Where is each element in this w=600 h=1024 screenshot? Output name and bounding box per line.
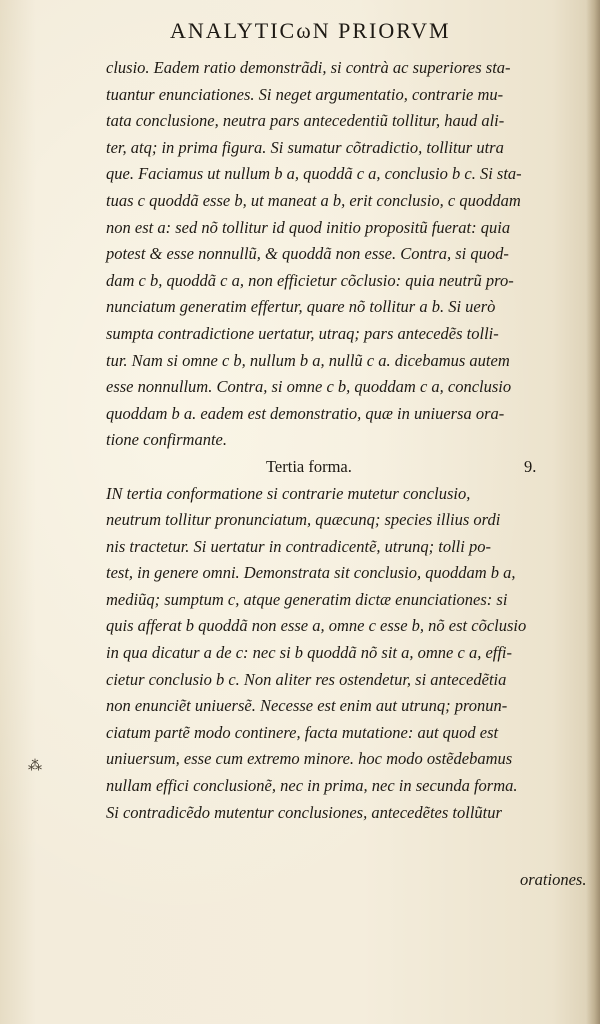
text-line: esse nonnullum. Contra, si omne c b, quoddam c a, conclusio	[106, 377, 512, 397]
section-heading	[106, 454, 584, 481]
text-line: Si contradicẽdo mutentur conclusiones, antecedẽtes tollũtur	[106, 802, 502, 822]
text-line: in qua dicatur a de c: nec si b quoddã nõ sit a, omne c a, effi-	[106, 643, 513, 663]
page-edge-shadow	[586, 0, 600, 1024]
section-title: Tertia forma.	[266, 456, 352, 476]
text-line: que. Faciamus ut nullum b a, quoddã c a, conclusio b c. Si sta-	[106, 164, 522, 184]
text-line: tur. Nam si omne c b, nullum b a, nullũ c a. dicebamus autem	[106, 350, 510, 370]
text-line: tuas c quoddã esse b, ut maneat a b, erit conclusio, c quoddam	[106, 190, 521, 210]
text-line: clusio. Eadem ratio demonstrãdi, si contrà ac superiores sta-	[106, 58, 511, 77]
text-line: non est a: sed nõ tollitur id quod initio propositũ fuerat: quia	[106, 217, 511, 237]
text-line: tata conclusione, neutra pars antecedentiũ tollitur, haud ali-	[106, 111, 505, 131]
text-line: IN tertia conformatione si contrarie mutetur conclusio,	[106, 483, 471, 503]
text-line: mediũq; sumptum c, atque generatim dictæ enunciationes: si	[106, 589, 508, 609]
text-line: ter, atq; in prima figura. Si sumatur cõtradictio, tollitur utra	[106, 137, 504, 157]
text-line: nunciatum generatim effertur, quare nõ tollitur a b. Si uerò	[106, 297, 496, 317]
text-line: non enunciẽt uniuersẽ. Necesse est enim aut utrunq; pronun-	[106, 696, 508, 716]
text-line: sumpta contradictione uertatur, utraq; pars antecedẽs tolli-	[106, 323, 499, 343]
text-line: nullam effici conclusionẽ, nec in prima, nec in secunda forma.	[106, 776, 518, 796]
text-line: test, in genere omni. Demonstrata sit conclusio, quoddam b a,	[106, 563, 516, 583]
text-line: ciatum partẽ modo continere, facta mutatione: aut quod est	[106, 722, 499, 742]
text-line: cietur conclusio b c. Non aliter res ostendetur, si antecedẽtia	[106, 669, 507, 689]
catchword: orationes.	[520, 870, 587, 889]
text-line: tione confirmante.	[106, 430, 227, 450]
text-line: nis tractetur. Si uertatur in contradicentẽ, utrunq; tolli po-	[106, 536, 491, 556]
text-line: potest & esse nonnullũ, & quoddã non esse. Contra, si quod-	[106, 244, 509, 264]
text-line: dam c b, quoddã c a, non efficietur cõclusio: quia neutrũ pro-	[106, 270, 514, 290]
text-line: neutrum tollitur pronunciatum, quæcunq; species illius ordi	[106, 510, 501, 530]
running-title: ANALYTICωN PRIORVM	[170, 18, 451, 43]
body-text	[106, 55, 584, 826]
text-line: uniuersum, esse cum extremo minore. hoc modo ostẽdebamus	[106, 749, 513, 769]
margin-mark: ⁂	[28, 758, 42, 774]
text-line: quoddam b a. eadem est demonstratio, quæ in uniuersa ora-	[106, 403, 505, 423]
section-number: 9.	[524, 456, 537, 476]
text-line: quis afferat b quoddã non esse a, omne c esse b, nõ est cõclusio	[106, 616, 527, 636]
text-line: tuantur enunciationes. Si neget argumentatio, contrarie mu-	[106, 84, 504, 104]
